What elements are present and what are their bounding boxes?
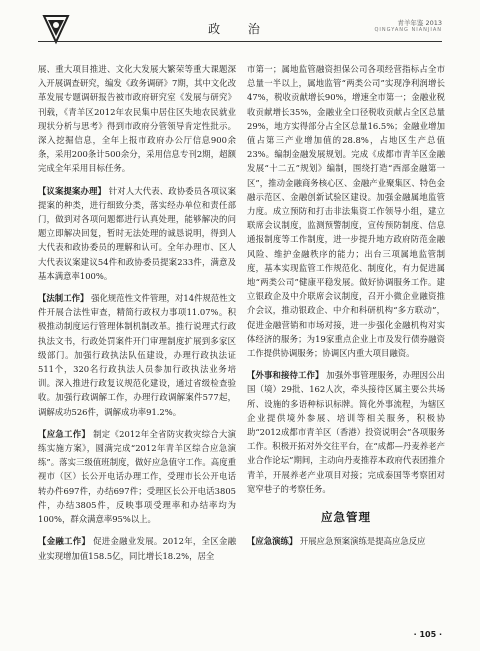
paragraph-continued: 展、重大项目推进、文化大发展大繁荣等重大课题深入开展调查研究，编发《政务调研》7期，其中文化改革发展专题调研报告被市政府研究室《发展与研究》刊载，《青羊区2012年农民集中居住区失地农民就业现状分析与思考》得到市政府分管领导肯定性批示。深入挖掘信息，全年上报市政府办公厅信息900余条，采用200条计500余分，采用信息专刊2期，超额完成全年采用目标任务。 [38,64,236,174]
page-number: · 105 · [413,630,442,639]
entry-tag: 【 法制工作 】 [38,293,88,303]
entry-text: 强化规范性文件管理，对14件规范性文件开展合法性审查，精简行政权力事项11.07%。积极推动制度运行管理体制机制改革。推行说理式行政执法文书，行政处罚案件开门审理制度扩展到多家区级部门。加强行政执法队伍建设，办理行政执法证511个，320名行政执法人员参加行政执法业务培训。深入推进行政复议规范化建设，通过省级检查验收。加强行政调解工作，办理行政调解案件577起，调解成功526件，调解成功率91.2%。 [38,293,237,417]
paragraph-finance [38,534,236,562]
entry-tag: 【 金融工作 】 [38,536,90,546]
paragraph-proposals [38,184,236,283]
entry-tag: 【 应急工作 】 [38,429,90,439]
entry-text: 制定《2012年全省防灾救灾综合大演练实施方案》，圆满完成“2012年青羊区综合应急演练”。落实三级值班制度，做好应急值守工作。高度重视市（区）长公开电话办理工作，受理市长公开电话转办件697件，办结697件；受理区长公开电话3805件，办结3805件，反映事项受理率和办结率均为100%，群众满意率95%以上。 [38,428,237,525]
entry-tag: 【 应急演练 】 [247,536,297,546]
yearbook-title-english: QINGYANG NIANJIAN [374,27,442,33]
entry-tag: 【 议案提案办理 】 [38,186,106,196]
section-name: 政 治 [208,22,272,36]
header-rule [38,41,442,42]
page-header [38,10,442,50]
yearbook-title: 青羊年鉴 2013 [397,19,442,27]
section-heading: 应急管理 [321,510,371,525]
paragraph-foreign-affairs [247,368,445,496]
entry-text: 促进金融业发展。2012年，全区金融业实现增加值158.5亿，同比增长18.2%，居全 [38,536,237,561]
entry-text: 加强外事管理服务，办理因公出国（境）29批、162人次，牵头接待区属主要公共场所、设施的多语种标识标牌。简化外事流程，为辖区企业提供境外参展、培训等相关服务，积极协助“2012成都市青羊区（香港）投资说明会”各项服务工作。积极开拓对外交往平台，在“成都—丹麦养老产业合作论坛”期间，主动向丹麦推荐本政府代表团推介青羊，开展养老产业项目对接；完成泰国等考察团对宽窄巷子的考察任务。 [247,370,446,494]
paragraph-emergency-work [38,427,236,526]
entry-tag: 【 外事和接待工作 】 [247,370,323,380]
paragraph-legal [38,291,236,419]
right-column [247,62,445,557]
paragraph-continued: 市第一；属地监管融资担保公司各项经营指标占全市总量一半以上，属地监管“两类公司”实现净利润增长47%，税收贡献增长90%，增速全市第一；金融业税收贡献增长35%，金融业全口径税收贡献占全区总量29%，地方实得部分占全区总量16.5%；金融业增加值占第三产业增加值的28.8%，占地区生产总值23%。编制金融发展规划。完成《成都市青羊区金融发展“十二五”规划》编制，围绕打造“西部金融第一区”，推动金融商务核心区、金融产业聚集区、特色金融示范区、金融创新试验区建设。加强金融属地监管力度。成立预防和打击非法集资工作领导小组，建立联席会议制度，监测预警制度，宣传预防制度、信息通报制度等工作制度，进一步提升地方政府防范金融风险、维护金融秩序的能力；出台三项属地监管制度，基本实现监管工作规范化、制度化，有力促进属地“两类公司”健康平稳发展。做好协调服务工作。建立银政企及中介联席会议制度，召开小微企业融资推介会议，推动银政企、中介和科研机构“多方联动”，促进金融营销和市场对接，进一步强化金融机构对实体经济的服务；为19家重点企业上市及发行债券融资工作提供协调服务；协调区内重大项目融资。 [247,64,445,359]
entry-text: 开展应急预案演练是提高应急反应 [299,536,426,547]
entry-text: 针对人大代表、政协委员各项议案提案的种类，进行细致分类，落实经办单位和责任部门，做到对各项问题都进行认真处理，能够解决的问题立即解决回复，暂时无法处理的诚恳说明，得到人大代表和政协委员的理解和认可。全年办理市、区人大代表议案建议54件和政协委员提案233件，满意及基本满意率100%。 [38,185,237,281]
paragraph-drills [247,534,445,548]
left-column [38,62,236,571]
